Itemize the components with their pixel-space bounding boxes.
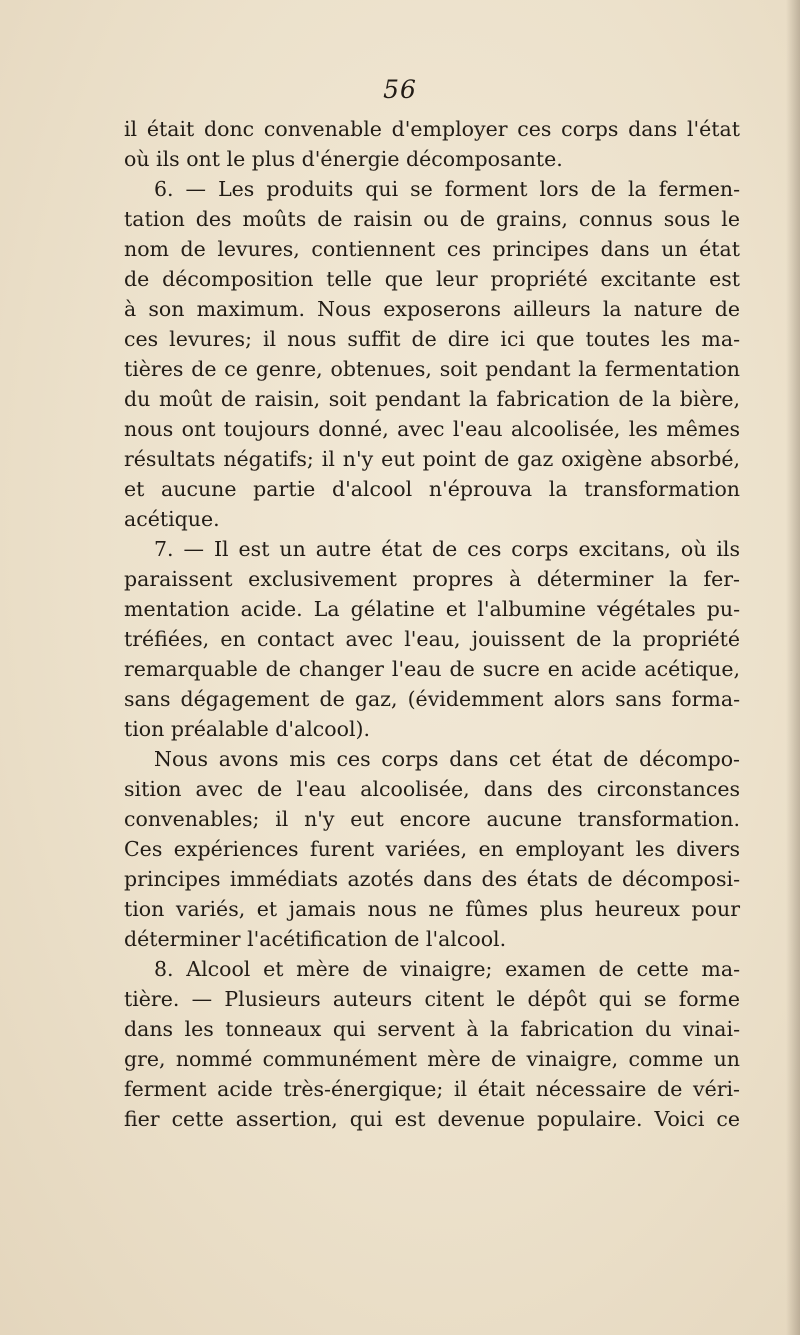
text-line: dans les tonneaux qui servent à la fabrication du vinai- [124, 1017, 740, 1041]
text-line: tières de ce genre, obtenues, soit pendant la fermentation [124, 357, 740, 381]
text-line: et aucune partie d'alcool n'éprouva la transformation [124, 477, 740, 501]
text-line: ces levures; il nous suffit de dire ici que toutes les ma- [124, 327, 740, 351]
text-line: fier cette assertion, qui est devenue populaire. Voici ce [124, 1107, 740, 1131]
text-line: 7. — Il est un autre état de ces corps excitans, où ils [154, 537, 740, 561]
text-line: ferment acide très-énergique; il était nécessaire de véri- [124, 1077, 740, 1101]
text-line: tation des moûts de raisin ou de grains, connus sous le [124, 207, 740, 231]
text-line: nom de levures, contiennent ces principes dans un état [124, 237, 740, 261]
text-line: il était donc convenable d'employer ces corps dans l'état [124, 117, 740, 141]
text-line: déterminer l'acétification de l'alcool. [124, 927, 507, 951]
text-line: acétique. [124, 507, 220, 531]
text-line: Ces expériences furent variées, en employant les divers [124, 837, 740, 861]
text-line: sans dégagement de gaz, (évidemment alors sans forma- [124, 687, 740, 711]
text-line: à son maximum. Nous exposerons ailleurs la nature de [124, 297, 740, 321]
body-text [124, 114, 740, 1134]
text-line: nous ont toujours donné, avec l'eau alcoolisée, les mêmes [124, 417, 740, 441]
text-line: convenables; il n'y eut encore aucune transformation. [124, 807, 740, 831]
text-line: tréfiées, en contact avec l'eau, jouissent de la propriété [124, 627, 740, 651]
page-edge-shadow [786, 0, 800, 1335]
text-line: tion variés, et jamais nous ne fûmes plus heureux pour [124, 897, 740, 921]
text-line: du moût de raisin, soit pendant la fabrication de la bière, [124, 387, 740, 411]
text-line: 8. Alcool et mère de vinaigre; examen de cette ma- [154, 957, 740, 981]
text-line: paraissent exclusivement propres à déterminer la fer- [124, 567, 740, 591]
text-line: où ils ont le plus d'énergie décomposante. [124, 147, 563, 171]
text-line: tière. — Plusieurs auteurs citent le dépôt qui se forme [124, 987, 740, 1011]
text-line: 6. — Les produits qui se forment lors de la fermen- [154, 177, 740, 201]
text-line: sition avec de l'eau alcoolisée, dans des circonstances [124, 777, 740, 801]
text-line: gre, nommé communément mère de vinaigre, comme un [124, 1047, 740, 1071]
text-line: mentation acide. La gélatine et l'albumine végétales pu- [124, 597, 740, 621]
text-line: remarquable de changer l'eau de sucre en acide acétique, [124, 657, 740, 681]
page-number: 56 [383, 75, 417, 104]
text-line: principes immédiats azotés dans des états de décomposi- [124, 867, 740, 891]
text-line: de décomposition telle que leur propriété excitante est [124, 267, 740, 291]
text-line: tion préalable d'alcool). [124, 717, 371, 741]
text-line: Nous avons mis ces corps dans cet état de décompo- [154, 747, 740, 771]
text-line: résultats négatifs; il n'y eut point de gaz oxigène absorbé, [124, 447, 740, 471]
